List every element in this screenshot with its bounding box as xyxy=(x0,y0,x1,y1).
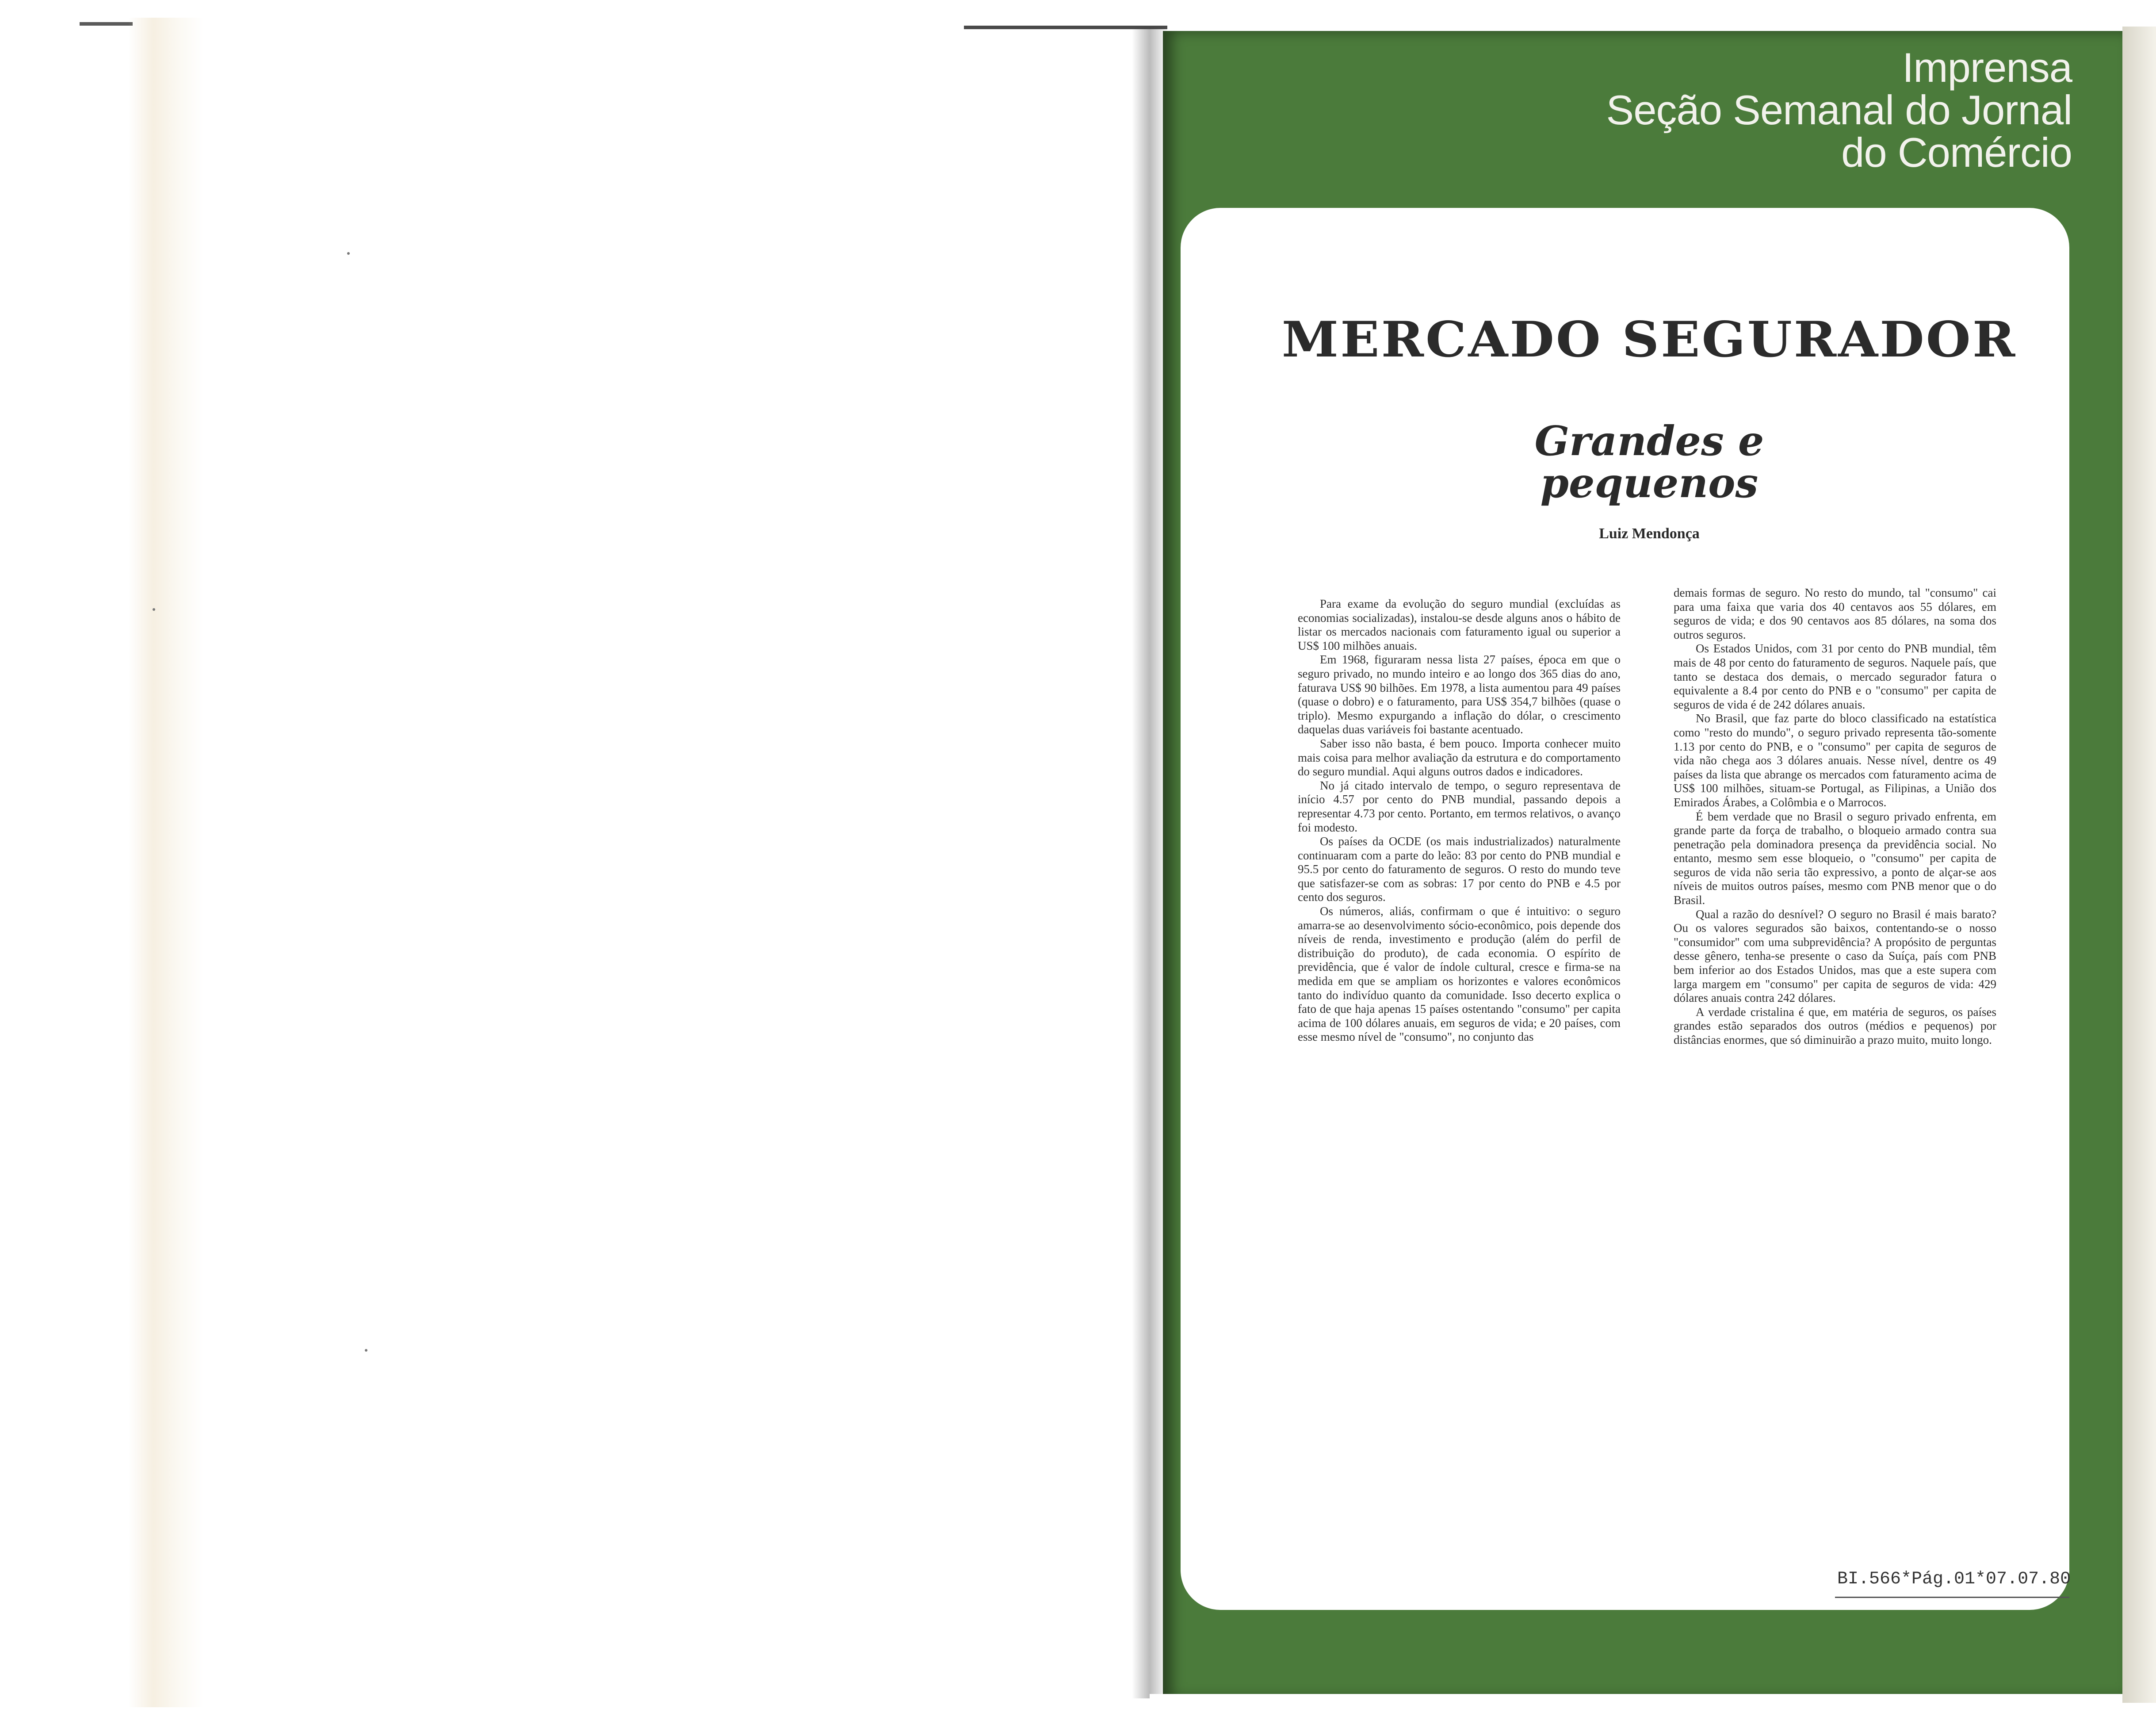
paragraph: Em 1968, figuraram nessa lista 27 países, época em que o seguro privado, no mundo inteiro e ao longo dos 365 dias do ano, faturava US$ 90 bilhões. Em 1978, a lista aumentou para 49 países (quase o dobro) e o faturamento, para US$ 354,7 bilhões (quase o triplo). Mesmo expurgando a inflação do dólar, o crescimento daquelas duas variáveis foi bastante acentuado. xyxy=(1298,653,1621,736)
scan-speck xyxy=(347,252,350,255)
article-author: Luiz Mendonça xyxy=(1599,525,1700,542)
paragraph: Os países da OCDE (os mais industrializados) naturalmente continuaram com a parte do leão: 83 por cento do PNB mundial e 95.5 por cento do faturamento de seguros. O resto do mundo teve que satisfazer-se com as sobras: 17 por cento do PNB e 4.5 por cento dos seguros. xyxy=(1298,835,1621,904)
paragraph: Saber isso não basta, é bem pouco. Importa conhecer muito mais coisa para melhor avaliação da estrutura e do comportamento do seguro mundial. Aqui alguns outros dados e indicadores. xyxy=(1298,736,1621,778)
footer-rule xyxy=(1835,1597,2069,1598)
paragraph: É bem verdade que no Brasil o seguro privado enfrenta, em grande parte da força de trabalho, o bloqueio armado contra sua penetração pela dominadora presença da previdência social. No entanto, mesmo sem esse bloqueio, o "consumo" per capita de seguros de vida não seria tão expressivo, a ponto de alçar-se aos níveis de muitos outros países, mesmo com PNB menor que o do Brasil. xyxy=(1674,809,1996,907)
section-title: MERCADO SEGURADOR xyxy=(1281,311,2017,368)
article-column-right xyxy=(1674,586,1996,1047)
paragraph: No já citado intervalo de tempo, o seguro representava de início 4.57 por cento do PNB mundial, passando depois a representar 4.73 por cento. Portanto, em termos relativos, o avanço foi modesto. xyxy=(1298,778,1621,834)
bottom-margin xyxy=(1150,1694,2122,1732)
paragraph: A verdade cristalina é que, em matéria de seguros, os países grandes estão separados dos outros (médios e pequenos) por distâncias enormes, que só diminuirão a prazo muito, muito longo. xyxy=(1674,1005,1996,1046)
masthead-line-3: do Comércio xyxy=(1841,129,2072,176)
article-column-left xyxy=(1298,597,1621,1044)
masthead-line-2: Seção Semanal do Jornal xyxy=(1606,87,2072,133)
paragraph: Os números, aliás, confirmam o que é intuitivo: o seguro amarra-se ao desenvolvimento sócio-econômico, pois depende dos níveis de renda, investimento e produção (além do perfil de distribuição do produto), de cada economia. O espírito de previdência, que é valor de índole cultural, cresce e firma-se na medida em que se ampliam os horizontes e valores econômicos tanto do indivíduo quanto da comunidade. Isso decerto explica o fato de que haja apenas 15 países ostentando "consumo" per capita acima de 100 dólares anuais, em seguros de vida; e 20 países, com esse mesmo nível de "consumo", no conjunto das xyxy=(1298,904,1621,1044)
paragraph: Para exame da evolução do seguro mundial (excluídas as economias socializadas), instalou-se desde alguns anos o hábito de listar os mercados nacionais com faturamento igual ou superior a US$ 100 milhões anuais. xyxy=(1298,597,1621,652)
article-title-line-2: pequenos xyxy=(1540,459,1758,507)
page-edge xyxy=(2122,27,2156,1703)
scan-speck xyxy=(153,608,155,611)
bulletin-reference: BI.566*Pág.01*07.07.80 xyxy=(1837,1569,2071,1589)
paragraph: Qual a razão do desnível? O seguro no Brasil é mais barato? Ou os valores segurados são baixos, contentando-se o nosso "consumidor" com uma subprevidência? A propósito de perguntas desse gênero, tenha-se presente o caso da Suíça, país com PNB bem inferior ao dos Estados Unidos, mas que a este supera com larga margem em "consumo" per capita de seguros de vida: 429 dólares anuais contra 242 dólares. xyxy=(1674,907,1996,1005)
scan-speck xyxy=(365,1349,367,1352)
masthead-line-1: Imprensa xyxy=(1902,44,2072,91)
page-binding-shadow xyxy=(128,18,203,1707)
paragraph: No Brasil, que faz parte do bloco classificado na estatística como "resto do mundo", o seguro privado representa tão-somente 1.13 por cento do PNB, e o "consumo" per capita de seguros de vida não chega aos 3 dólares anuais. Nesse nível, dentre os 49 países da lista que abrange os mercados com faturamento acima de US$ 100 milhões, situam-se Portugal, as Filipinas, a União dos Emirados Árabes, a Colômbia e o Marrocos. xyxy=(1674,712,1996,809)
article-title-line-1: Grandes e xyxy=(1534,417,1764,465)
paragraph: Os Estados Unidos, com 31 por cento do PNB mundial, têm mais de 48 por cento do faturamento de seguros. Naquele país, que tanto se destaca dos demais, o mercado segurador fatura o equivalente a 8.4 por cento do PNB e o "consumo" per capita de seguros de vida é de 242 dólares anuais. xyxy=(1674,642,1996,711)
article-title xyxy=(1340,417,1959,507)
scan-mark xyxy=(80,22,133,26)
masthead xyxy=(1365,46,2072,174)
paragraph: demais formas de seguro. No resto do mundo, tal "consumo" cai para uma faixa que varia dos 40 centavos aos 55 dólares, em seguros de vida; e dos 90 centavos aos 85 dólares, na soma dos outros seguros. xyxy=(1674,586,1996,641)
gutter-shadow xyxy=(1132,27,1167,1698)
